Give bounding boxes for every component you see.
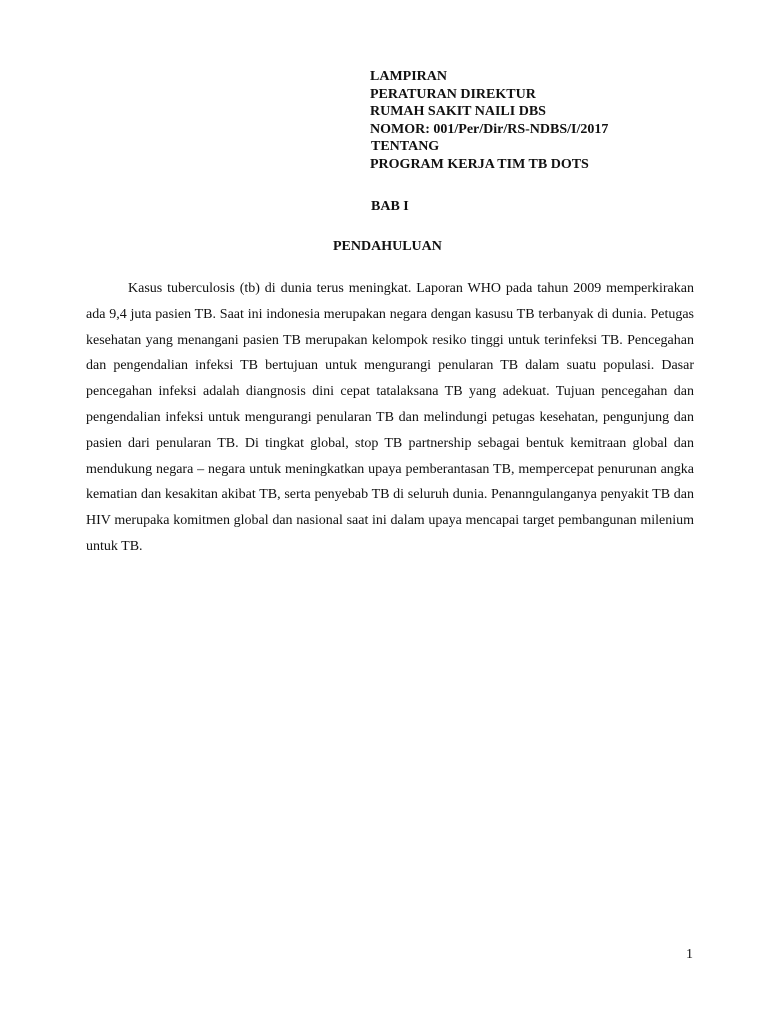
header-line-regulation: PERATURAN DIREKTUR	[370, 86, 536, 102]
header-line-attachment: LAMPIRAN	[370, 69, 447, 84]
attachment-header	[370, 68, 730, 173]
header-line-number: NOMOR: 001/Per/Dir/RS-NDBS/I/2017	[370, 121, 609, 137]
chapter-heading: BAB I	[371, 199, 409, 214]
header-line-hospital: RUMAH SAKIT NAILI DBS	[370, 104, 546, 119]
section-title: PENDAHULUAN	[333, 239, 442, 254]
page-number: 1	[686, 947, 693, 962]
body-paragraph: Kasus tuberculosis (tb) di dunia terus meningkat. Laporan WHO pada tahun 2009 memperkirakan ada 9,4 juta pasien TB. Saat ini indonesia merupakan negara dengan kasusu TB terbanyak di dunia. Petugas kesehatan yang menangani pasien TB merupakan kelompok resiko tinggi untuk terinfeksi TB. Pencegahan dan pengendalian infeksi TB bertujuan untuk mengurangi penularan TB dalam suatu populasi. Dasar pencegahan infeksi adalah diangnosis dini cepat tatalaksana TB yang adekuat. Tujuan pencegahan dan pengendalian infeksi untuk mengurangi penularan TB dan melindungi petugas kesehatan, pengunjung dan pasien dari penularan TB. Di tingkat global, stop TB partnership sebagai bentuk kemitraan global dan mendukung negara – negara untuk meningkatkan upaya pemberantasan TB, mempercepat penurunan angka kematian dan kesakitan akibat TB, serta penyebab TB di seluruh dunia. Penanngulanganya penyakit TB dan HIV merupaka komitmen global dan nasional saat ini dalam upaya mencapai target pembangunan milenium untuk TB.	[86, 281, 694, 554]
header-line-program: PROGRAM KERJA TIM TB DOTS	[370, 156, 589, 172]
header-line-about: TENTANG	[371, 139, 440, 154]
